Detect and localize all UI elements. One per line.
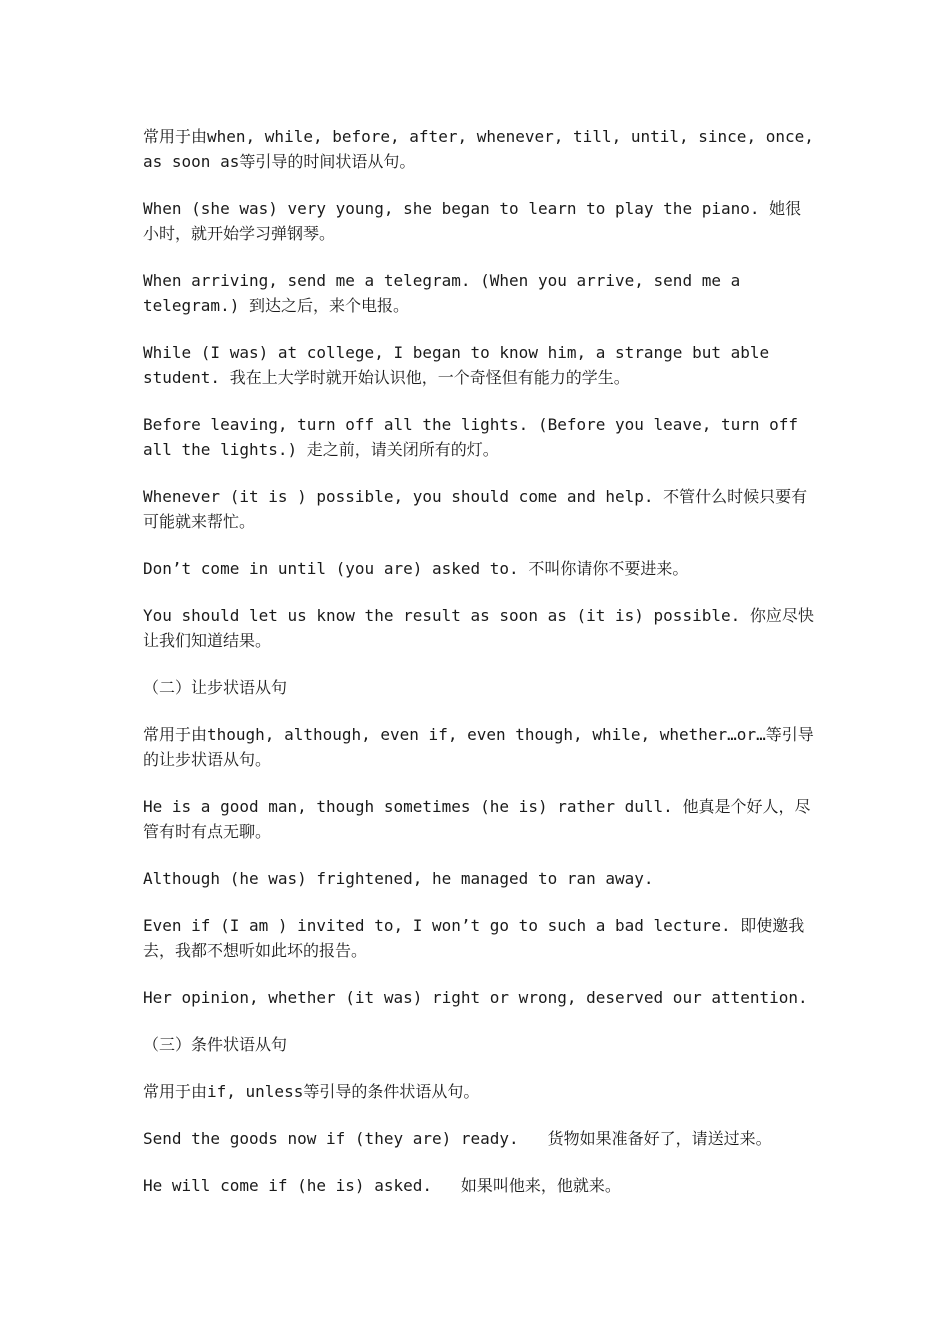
- paragraph-example: When (she was) very young, she began to learn to play the piano. 她很小时，就开始学习弹钢琴。: [143, 199, 802, 243]
- paragraph-example: Send the goods now if (they are) ready. 货物如果准备好了，请送过来。: [143, 1129, 772, 1148]
- paragraph-example: He is a good man, though sometimes (he is) rather dull. 他真是个好人，尽管有时有点无聊。: [143, 797, 811, 841]
- paragraph-example: You should let us know the result as soon as (it is) possible. 你应尽快让我们知道结果。: [143, 606, 814, 650]
- paragraph-example: He will come if (he is) asked. 如果叫他来，他就来。: [143, 1176, 621, 1195]
- paragraph-example: While (I was) at college, I began to know him, a strange but able student. 我在上大学时就开始认识他，一个奇怪但有能力的学生。: [143, 343, 779, 387]
- paragraph-concession-intro: 常用于由though, although, even if, even though, while, whether…or…等引导的让步状语从句。: [143, 725, 814, 769]
- paragraph-example: Before leaving, turn off all the lights. (Before you leave, turn off all the lights.) 走之前，请关闭所有的灯。: [143, 415, 808, 459]
- paragraph-example: Although (he was) frightened, he managed to ran away.: [143, 869, 654, 888]
- section-heading-concession: （二）让步状语从句: [143, 678, 288, 697]
- section-heading-condition: （三）条件状语从句: [143, 1035, 288, 1054]
- paragraph-example: Whenever (it is ) possible, you should come and help. 不管什么时候只要有可能就来帮忙。: [143, 487, 808, 531]
- paragraph-condition-intro: 常用于由if, unless等引导的条件状语从句。: [143, 1082, 480, 1101]
- document-body: [143, 124, 824, 1220]
- paragraph-example: When arriving, send me a telegram. (When you arrive, send me a telegram.) 到达之后，来个电报。: [143, 271, 750, 315]
- paragraph-example: Even if (I am ) invited to, I won’t go to such a bad lecture. 即使邀我去，我都不想听如此坏的报告。: [143, 916, 805, 960]
- paragraph-example: Don’t come in until (you are) asked to. 不叫你请你不要进来。: [143, 559, 689, 578]
- paragraph-time-clause-intro: 常用于由when, while, before, after, whenever, till, until, since, once, as soon as等引导的时间状语从句。: [143, 127, 824, 171]
- paragraph-example: Her opinion, whether (it was) right or wrong, deserved our attention.: [143, 988, 808, 1007]
